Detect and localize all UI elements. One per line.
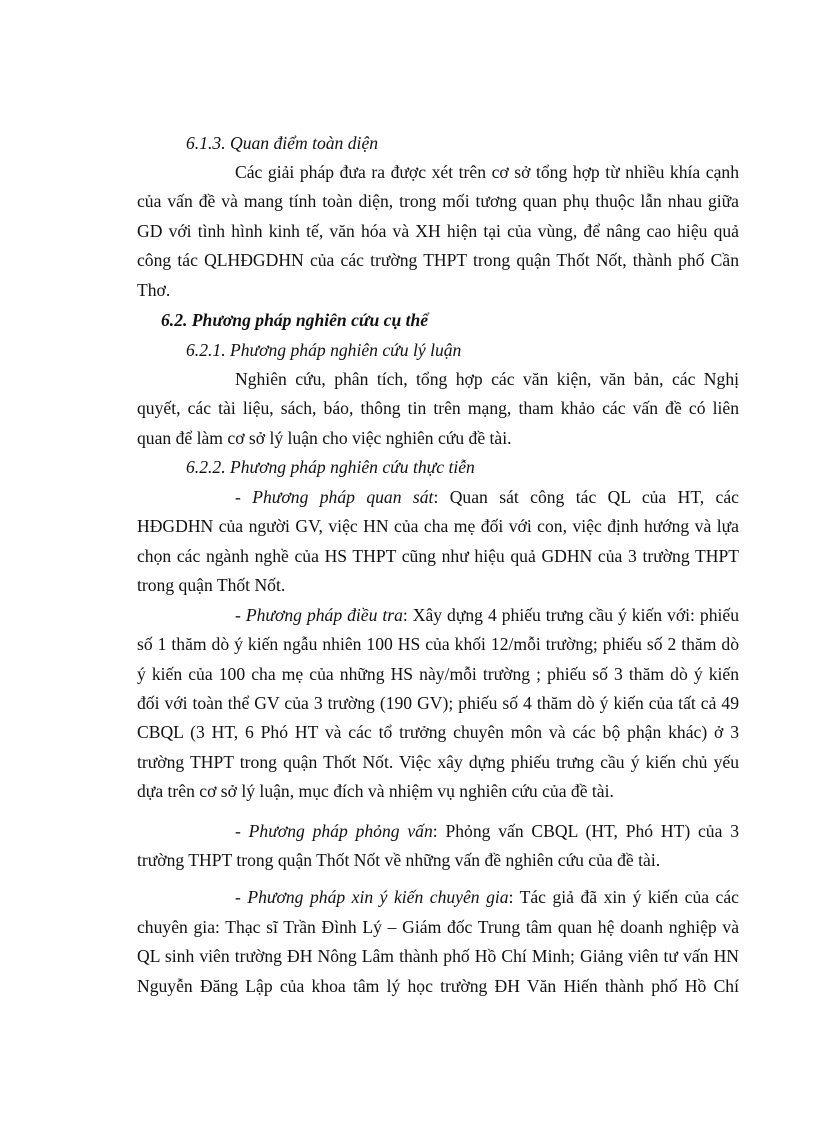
heading-6-2-1: 6.2.1. Phương pháp nghiên cứu lý luận xyxy=(186,340,462,360)
heading-6-1-3: 6.1.3. Quan điểm toàn diện xyxy=(186,133,379,153)
paragraph-line: số 1 thăm dò ý kiến ngẫu nhiên 100 HS của khối 12/mỗi trường; phiếu số 2 thăm dò xyxy=(137,634,739,654)
paragraph-line: Nghiên cứu, phân tích, tổng hợp các văn kiện, văn bản, các Nghị xyxy=(235,369,739,389)
heading-6-2: 6.2. Phương pháp nghiên cứu cụ thể xyxy=(161,310,429,330)
paragraph-line: Các giải pháp đưa ra được xét trên cơ sở tổng hợp từ nhiều khía cạnh xyxy=(235,162,739,182)
method-text: : Phỏng vấn CBQL (HT, Phó HT) của 3 xyxy=(432,821,739,841)
paragraph-line: đối với toàn thể GV của 3 trường (190 GV); phiếu số 4 thăm dò ý kiến của tất cả 49 xyxy=(137,693,739,713)
paragraph-line: chọn các ngành nghề của HS THPT cũng như hiệu quả GDHN của 3 trường THPT xyxy=(137,546,739,566)
paragraph-line: quyết, các tài liệu, sách, báo, thông tin trên mạng, tham khảo các vấn đề có liên xyxy=(137,398,739,418)
method-label: Phương pháp xin ý kiến chuyên gia xyxy=(247,887,509,907)
method-expert-first-line xyxy=(235,885,739,909)
paragraph-line: Nguyễn Đăng Lập của khoa tâm lý học trường ĐH Văn Hiến thành phố Hồ Chí xyxy=(137,976,739,996)
dash: - xyxy=(235,821,249,841)
method-observation-first-line xyxy=(235,485,739,509)
method-label: Phương pháp quan sát xyxy=(252,487,434,507)
method-text: : Tác giả đã xin ý kiến của các xyxy=(508,887,739,907)
paragraph-line: quan để làm cơ sở lý luận cho việc nghiên cứu đề tài. xyxy=(137,428,512,448)
method-label: Phương pháp phỏng vấn xyxy=(248,821,433,841)
method-survey-first-line xyxy=(235,603,739,627)
heading-6-2-2: 6.2.2. Phương pháp nghiên cứu thực tiễn xyxy=(186,457,475,477)
paragraph-line: GD với tình hình kinh tế, văn hóa và XH hiện tại của vùng, để nâng cao hiệu quả xyxy=(137,221,739,241)
paragraph-line: trường THPT trong quận Thốt Nốt về những vấn đề nghiên cứu của đề tài. xyxy=(137,850,661,870)
method-text: : Quan sát công tác QL của HT, các xyxy=(433,487,739,507)
method-text: : Xây dựng 4 phiếu trưng cầu ý kiến với: phiếu xyxy=(402,605,739,625)
paragraph-line: CBQL (3 HT, 6 Phó HT và các tổ trưởng chuyên môn và các bộ phận khác) ở 3 xyxy=(137,722,739,742)
paragraph-line: chuyên gia: Thạc sĩ Trần Đình Lý – Giám đốc Trung tâm quan hệ doanh nghiệp và xyxy=(137,917,739,937)
paragraph-line: Thơ. xyxy=(137,280,171,300)
paragraph-line: của vấn đề và mang tính toàn diện, trong mối tương quan phụ thuộc lẫn nhau giữa xyxy=(137,191,739,211)
dash: - xyxy=(235,887,248,907)
paragraph-line: trường THPT trong quận Thốt Nốt. Việc xây dựng phiếu trưng cầu ý kiến chủ yếu xyxy=(137,752,739,772)
paragraph-line: ý kiến của 100 cha mẹ của những HS này/mỗi trường ; phiếu số 3 thăm dò ý kiến xyxy=(137,664,739,684)
paragraph-line: QL sinh viên trường ĐH Nông Lâm thành phố Hồ Chí Minh; Giảng viên tư vấn HN xyxy=(137,946,739,966)
method-label: Phương pháp điều tra xyxy=(245,605,403,625)
paragraph-line: trong quận Thốt Nốt. xyxy=(137,575,286,595)
paragraph-line: dựa trên cơ sở lý luận, mục đích và nhiệm vụ nghiên cứu của đề tài. xyxy=(137,781,614,801)
paragraph-line: công tác QLHĐGDHN của các trường THPT trong quận Thốt Nốt, thành phố Cần xyxy=(137,250,739,270)
dash: - xyxy=(235,487,253,507)
method-interview-first-line xyxy=(235,819,739,843)
paragraph-line: HĐGDHN của người GV, việc HN của cha mẹ đối với con, việc định hướng và lựa xyxy=(137,516,739,536)
dash: - xyxy=(235,605,246,625)
